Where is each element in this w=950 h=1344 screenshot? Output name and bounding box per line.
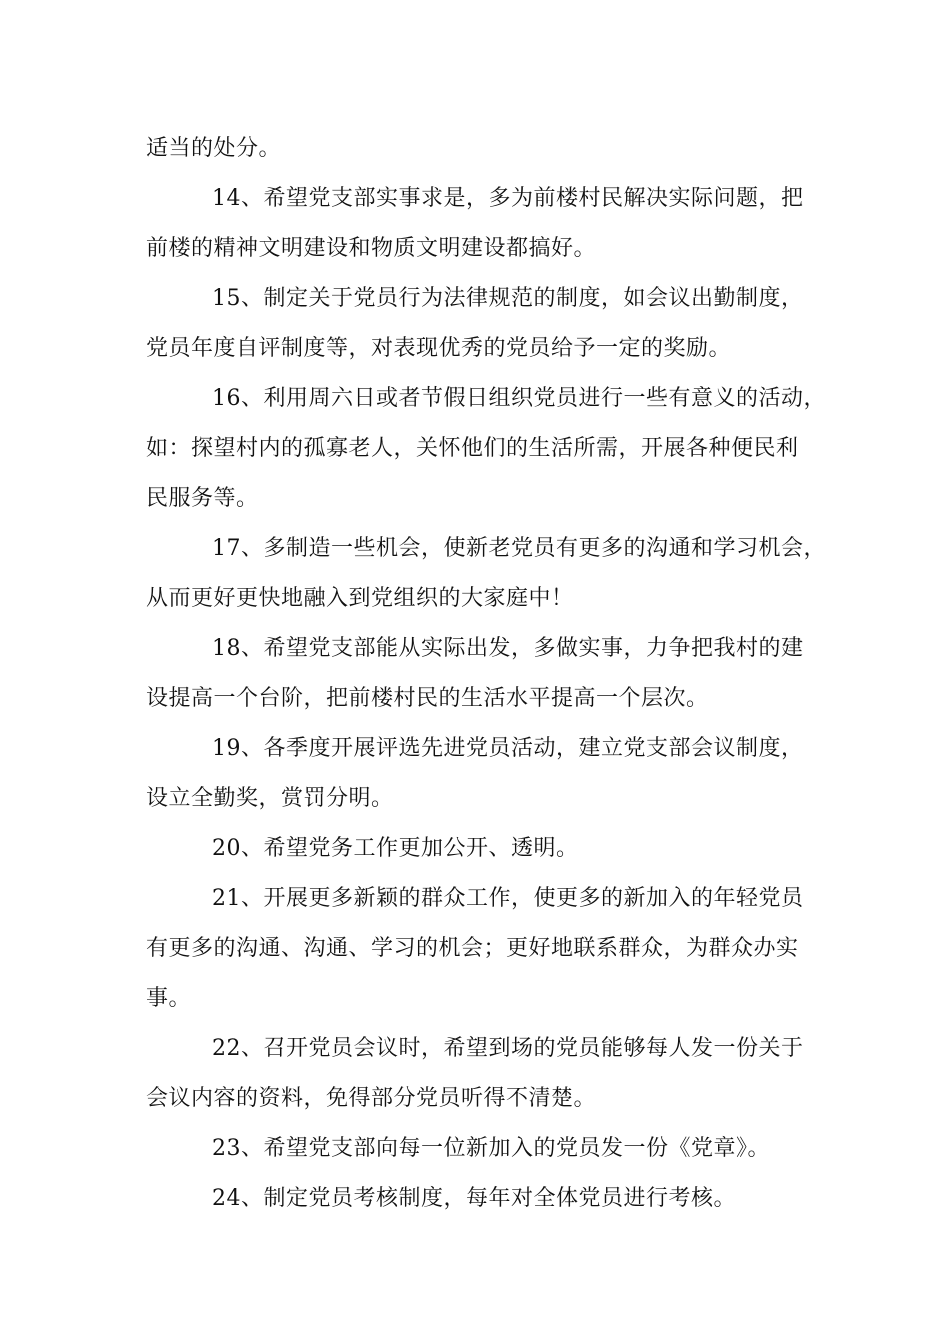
- text-line: 从而更好更快地融入到党组织的大家庭中！: [146, 586, 574, 611]
- text-line: 24、制定党员考核制度，每年对全体党员进行考核。: [212, 1186, 736, 1211]
- text-line: 19、各季度开展评选先进党员活动，建立党支部会议制度，: [212, 736, 804, 761]
- text-line: 22、召开党员会议时，希望到场的党员能够每人发一份关于: [212, 1036, 804, 1061]
- text-line: 设提高一个台阶，把前楼村民的生活水平提高一个层次。: [146, 686, 709, 711]
- text-line: 18、希望党支部能从实际出发，多做实事，力争把我村的建: [212, 636, 804, 661]
- text-line: 前楼的精神文明建设和物质文明建设都搞好。: [146, 236, 597, 261]
- text-line: 20、希望党务工作更加公开、透明。: [212, 836, 579, 861]
- text-line: 适当的处分。: [146, 136, 282, 161]
- text-line: 如：探望村内的孤寡老人，关怀他们的生活所需，开展各种便民利: [146, 436, 799, 461]
- text-line: 设立全勤奖，赏罚分明。: [146, 786, 394, 811]
- text-line: 事。: [146, 986, 192, 1011]
- text-line: 21、开展更多新颖的群众工作，使更多的新加入的年轻党员: [212, 886, 804, 911]
- text-line: 17、多制造一些机会，使新老党员有更多的沟通和学习机会，: [212, 536, 826, 561]
- text-line: 民服务等。: [146, 486, 259, 511]
- text-line: 23、希望党支部向每一位新加入的党员发一份《党章》。: [212, 1136, 770, 1161]
- text-line: 15、制定关于党员行为法律规范的制度，如会议出勤制度，: [212, 286, 804, 311]
- text-line: 党员年度自评制度等，对表现优秀的党员给予一定的奖励。: [146, 336, 732, 361]
- text-line: 14、希望党支部实事求是，多为前楼村民解决实际问题，把: [212, 186, 804, 211]
- text-line: 有更多的沟通、沟通、学习的机会；更好地联系群众，为群众办实: [146, 936, 799, 961]
- text-line: 会议内容的资料，免得部分党员听得不清楚。: [146, 1086, 597, 1111]
- text-line: 16、利用周六日或者节假日组织党员进行一些有意义的活动，: [212, 386, 826, 411]
